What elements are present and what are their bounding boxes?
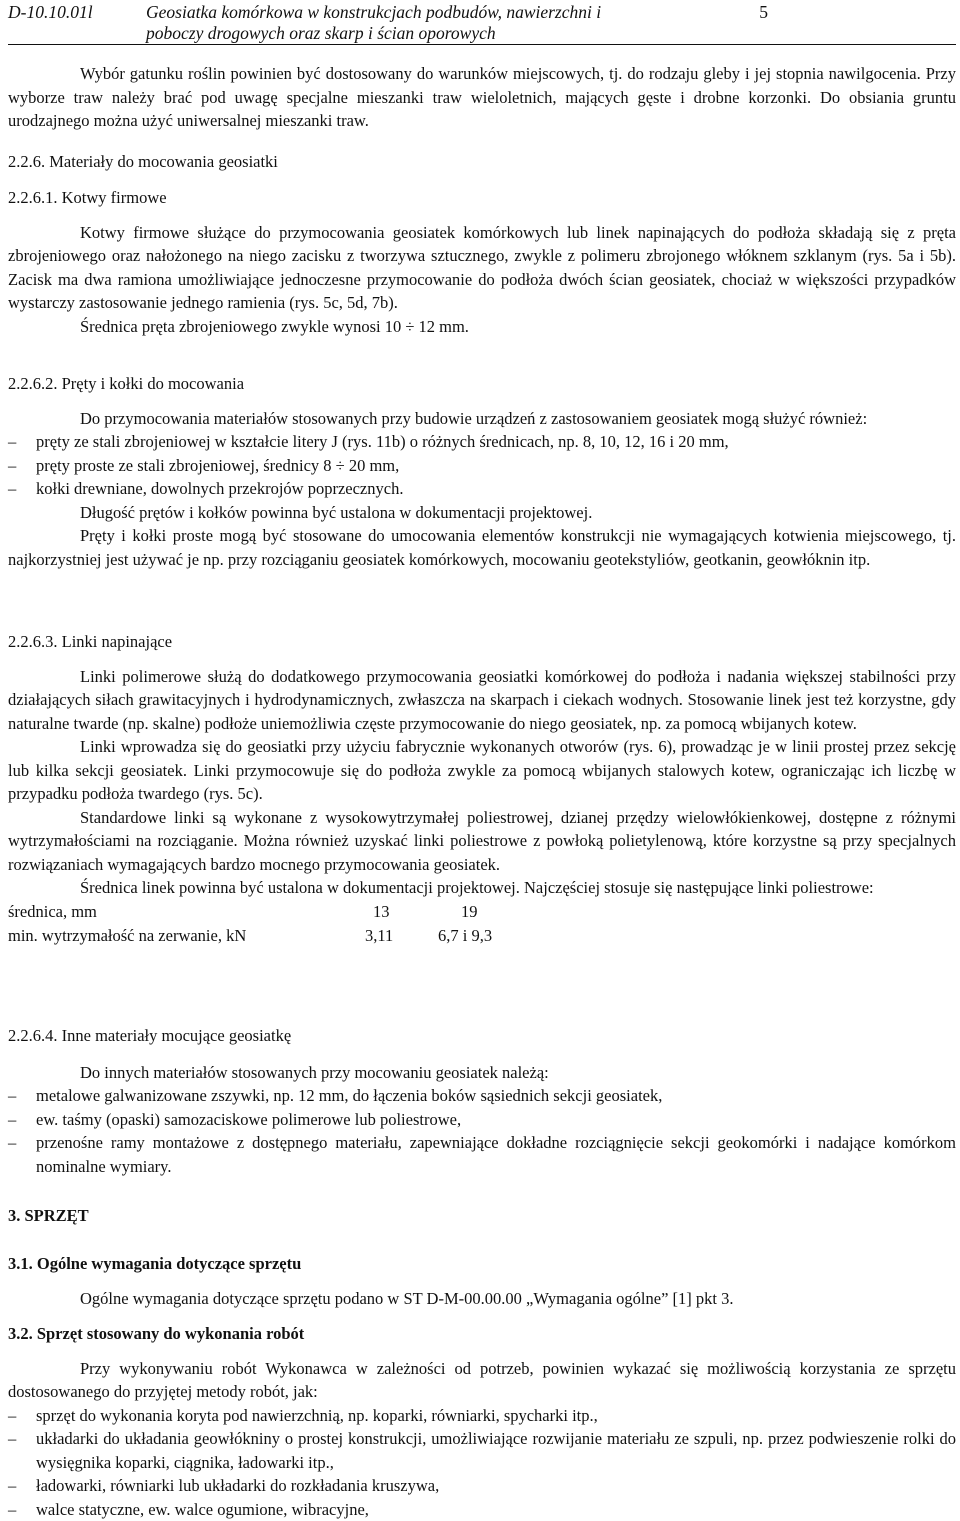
list-item: – walce statyczne, ew. walce ogumione, wibracyjne, [8, 1498, 956, 1521]
section-3-2 [8, 1322, 956, 1521]
chapter-heading: 3. SPRZĘT [8, 1204, 956, 1228]
list-item: – ładowarki, równiarki lub układarki do rozkładania kruszywa, [8, 1474, 956, 1498]
body-paragraph: Kotwy firmowe służące do przymocowania geosiatek komórkowych lub linek napinających do podłoża składają się z pręta zbrojeniowego oraz nałożonego na niego zacisku z tworzywa sztucznego, zwykle z polimeru zbrojonego włóknem szklanym (rys. 5a i 5b). Zacisk ma dwa ramiona umożliwiające jednoczesne przymocowanie do podłoża dwóch ścian geosiatek, chociaż w większości przypadków wystarczy zastosowanie jednego ramienia (rys. 5c, 5d, 7b). [8, 221, 956, 315]
section-2-2-6-1 [8, 186, 956, 338]
table-cell-value: 6,7 i 9,3 [438, 924, 492, 948]
body-paragraph: Długość prętów i kołków powinna być ustalona w dokumentacji projektowej. [8, 501, 956, 525]
list-item: – kołki drewniane, dowolnych przekrojów poprzecznych. [8, 477, 956, 501]
section-2-2-6-4 [8, 1024, 956, 1178]
body-paragraph: Ogólne wymagania dotyczące sprzętu podano w ST D-M-00.00.00 „Wymagania ogólne” [1] pkt 3. [8, 1287, 956, 1311]
list-item: – przenośne ramy montażowe z dostępnego materiału, zapewniające dokładne rozciągnięcie sekcji geokomórki i nadające komórkom nominalne wymiary. [8, 1131, 956, 1178]
list-item: – układarki do układania geowłókniny o prostej konstrukcji, umożliwiające rozwijanie materiału ze szpuli, np. przez podwieszenie rolki do wysięgnika koparki, ciągnika, ładowarki itp., [8, 1427, 956, 1474]
body-paragraph: Pręty i kołki proste mogą być stosowane do umocowania elementów konstrukcji nie wymagających kotwienia miejscowego, tj. najkorzystniej jest używać je np. przy rozciąganiu geosiatek komórkowych, mocowaniu geotekstyliów, geotkanin, geowłóknin itp. [8, 524, 956, 571]
list-item: – metalowe galwanizowane zszywki, np. 12 mm, do łączenia boków sąsiednich sekcji geosiatek, [8, 1084, 956, 1108]
body-paragraph: Do przymocowania materiałów stosowanych przy budowie urządzeń z zastosowaniem geosiatek mogą służyć również: [8, 407, 956, 431]
list-item: – pręty proste ze stali zbrojeniowej, średnicy 8 ÷ 20 mm, [8, 454, 956, 478]
section-heading: 2.2.6. Materiały do mocowania geosiatki [8, 150, 956, 174]
section-heading: 2.2.6.2. Pręty i kołki do mocowania [8, 372, 956, 396]
list-item: – pręty ze stali zbrojeniowej w kształcie litery J (rys. 11b) o różnych średnicach, np. 8, 10, 12, 16 i 20 mm, [8, 430, 956, 454]
body-paragraph: Standardowe linki są wykonane z wysokowytrzymałej poliestrowej, dzianej przędzy wielowłókienkowej, dostępne z różnymi wytrzymałościami na rozciąganie. Można również uzyskać linki poliestrowe z powłoką polietylenową, które korzystne są przy specjalnych rozwiązaniach wymagających bardzo mocnego przymocowania geosiatek. [8, 806, 956, 877]
body-paragraph: Linki polimerowe służą do dodatkowego przymocowania geosiatki komórkowej do podłoża i nadania większej stabilności przy działających siłach grawitacyjnych i hydrodynamicznych, zwłaszcza na skarpach i ciekach wodnych. Stosowanie linek jest też korzystne, gdy naturalne twarde (np. skalne) podłoże uniemożliwia częste przymocowanie do niego geosiatek, np. za pomocą wbijanych kotew. [8, 665, 956, 736]
table-cell-value: 19 [461, 900, 478, 924]
section-heading: 2.2.6.3. Linki napinające [8, 630, 956, 654]
body-paragraph: Średnica linek powinna być ustalona w dokumentacji projektowej. Najczęściej stosuje się następujące linki poliestrowe: [8, 876, 956, 900]
section-2-2-6 [8, 150, 956, 174]
section-heading: 2.2.6.4. Inne materiały mocujące geosiatkę [8, 1024, 956, 1048]
table-cell-value: 3,11 [365, 924, 393, 948]
document-page [8, 0, 956, 45]
spec-title [146, 2, 746, 44]
page-number: 5 [759, 2, 768, 23]
table-cell-label: średnica, mm [8, 900, 97, 924]
intro-paragraph: Wybór gatunku roślin powinien być dostosowany do warunków miejscowych, tj. do rodzaju gleby i jej stopnia nawilgocenia. Przy wyborze traw należy brać pod uwagę specjalne mieszanki traw wieloletnich, mających gęste i drobne korzonki. Do obsiania gruntu urodzajnego można użyć uniwersalnej mieszanki traw. [8, 62, 956, 133]
table-row [8, 924, 956, 948]
section-2-2-6-2 [8, 372, 956, 571]
spec-code: D-10.10.01l [8, 2, 93, 23]
table-cell-label: min. wytrzymałość na zerwanie, kN [8, 924, 246, 948]
section-heading: 3.1. Ogólne wymagania dotyczące sprzętu [8, 1252, 956, 1276]
section-heading: 2.2.6.1. Kotwy firmowe [8, 186, 956, 210]
body-paragraph: Linki wprowadza się do geosiatki przy użyciu fabrycznie wykonanych otworów (rys. 6), prowadząc je w linii prostej przez sekcję lub kilka sekcji geosiatek. Linki przymocowuje się do podłoża zwykle za pomocą wbijanych stalowych kotew, ograniczając ich liczbę w przypadku podłoża twardego (rys. 5c). [8, 735, 956, 806]
table-cell-value: 13 [373, 900, 390, 924]
list-item: – ew. taśmy (opaski) samozaciskowe polimerowe lub poliestrowe, [8, 1108, 956, 1132]
spec-title-line1: Geosiatka komórkowa w konstrukcjach podbudów, nawierzchni i [146, 2, 746, 23]
body-paragraph: Przy wykonywaniu robót Wykonawca w zależności od potrzeb, powinien wykazać się możliwością korzystania ze sprzętu dostosowanego do przyjętej metody robót, jak: [8, 1357, 956, 1404]
body-paragraph: Do innych materiałów stosowanych przy mocowaniu geosiatek należą: [8, 1061, 956, 1085]
body-paragraph: Średnica pręta zbrojeniowego zwykle wynosi 10 ÷ 12 mm. [8, 315, 956, 339]
section-3-1 [8, 1252, 956, 1310]
page-header [8, 0, 956, 45]
spec-title-line2: poboczy drogowych oraz skarp i ścian oporowych [146, 23, 746, 44]
table-row [8, 900, 956, 924]
section-heading: 3.2. Sprzęt stosowany do wykonania robót [8, 1322, 956, 1346]
list-item: – sprzęt do wykonania koryta pod nawierzchnią, np. koparki, równiarki, spycharki itp., [8, 1404, 956, 1428]
section-3 [8, 1204, 956, 1228]
section-2-2-6-3 [8, 630, 956, 948]
intro-section [8, 62, 956, 133]
